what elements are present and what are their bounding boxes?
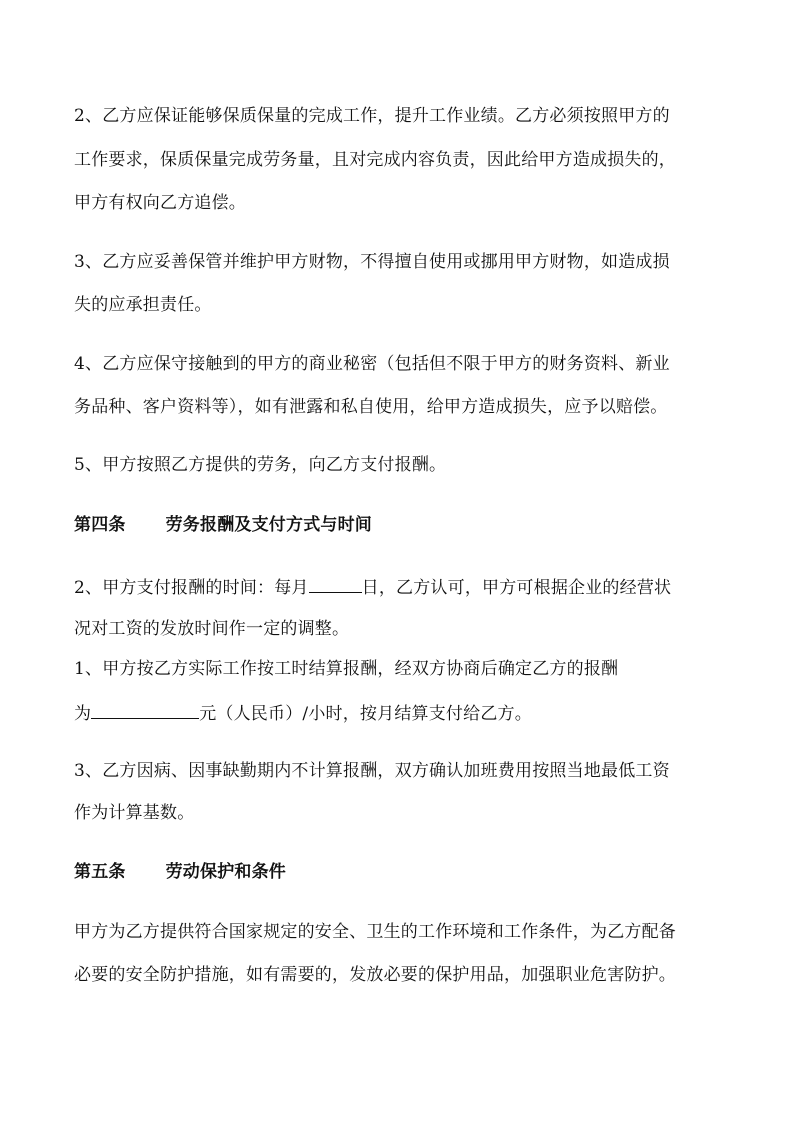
pay-time-line-2: 况对工资的发放时间作一定的调整。 bbox=[74, 619, 350, 639]
pay-day-blank[interactable] bbox=[309, 574, 362, 593]
sick-line-2: 作为计算基数。 bbox=[74, 803, 195, 823]
pay-time-line-1 bbox=[74, 574, 671, 600]
section-5-title: 劳动保护和条件 bbox=[165, 862, 287, 882]
section-5-heading bbox=[74, 860, 286, 884]
clause-4-line-1: 4、乙方应保守接触到的甲方的商业秘密（包括但不限于甲方的财务资料、新业 bbox=[74, 354, 670, 374]
clause-2-line-2: 工作要求，保质保量完成劳务量，且对完成内容负责，因此给甲方造成损失的， bbox=[74, 150, 676, 170]
section-4-number: 第四条 bbox=[74, 515, 126, 535]
hourly-suffix: 元（人民币）/小时，按月结算支付给乙方。 bbox=[199, 704, 532, 724]
clause-2-line-3: 甲方有权向乙方追偿。 bbox=[74, 193, 246, 213]
clause-2-line-1: 2、乙方应保证能够保质保量的完成工作，提升工作业绩。乙方必须按照甲方的 bbox=[74, 106, 670, 126]
clause-3-line-2: 失的应承担责任。 bbox=[74, 295, 212, 315]
sick-line-1: 3、乙方因病、因事缺勤期内不计算报酬，双方确认加班费用按照当地最低工资 bbox=[74, 761, 670, 781]
clause-4-line-2: 务品种、客户资料等），如有泄露和私自使用，给甲方造成损失，应予以赔偿。 bbox=[74, 397, 668, 417]
hourly-rate-blank[interactable] bbox=[91, 700, 199, 719]
clause-5-line-1: 5、甲方按照乙方提供的劳务，向乙方支付报酬。 bbox=[74, 455, 447, 475]
hourly-line-1: 1、甲方按乙方实际工作按工时结算报酬，经双方协商后确定乙方的报酬 bbox=[74, 659, 619, 679]
hourly-prefix: 为 bbox=[74, 704, 92, 724]
hourly-line-2 bbox=[74, 700, 532, 726]
pay-time-text-before: 2、甲方支付报酬的时间：每月 bbox=[74, 578, 309, 598]
section-4-heading bbox=[74, 513, 372, 537]
protection-line-2: 必要的安全防护措施，如有需要的，发放必要的保护用品，加强职业危害防护。 bbox=[74, 965, 676, 985]
section-4-title: 劳务报酬及支付方式与时间 bbox=[165, 515, 373, 535]
clause-3-line-1: 3、乙方应妥善保管并维护甲方财物，不得擅自使用或挪用甲方财物，如造成损 bbox=[74, 252, 670, 272]
protection-line-1: 甲方为乙方提供符合国家规定的安全、卫生的工作环境和工作条件，为乙方配备 bbox=[74, 922, 676, 942]
section-5-number: 第五条 bbox=[74, 862, 126, 882]
pay-time-text-after: 日，乙方认可，甲方可根据企业的经营状 bbox=[361, 578, 672, 598]
